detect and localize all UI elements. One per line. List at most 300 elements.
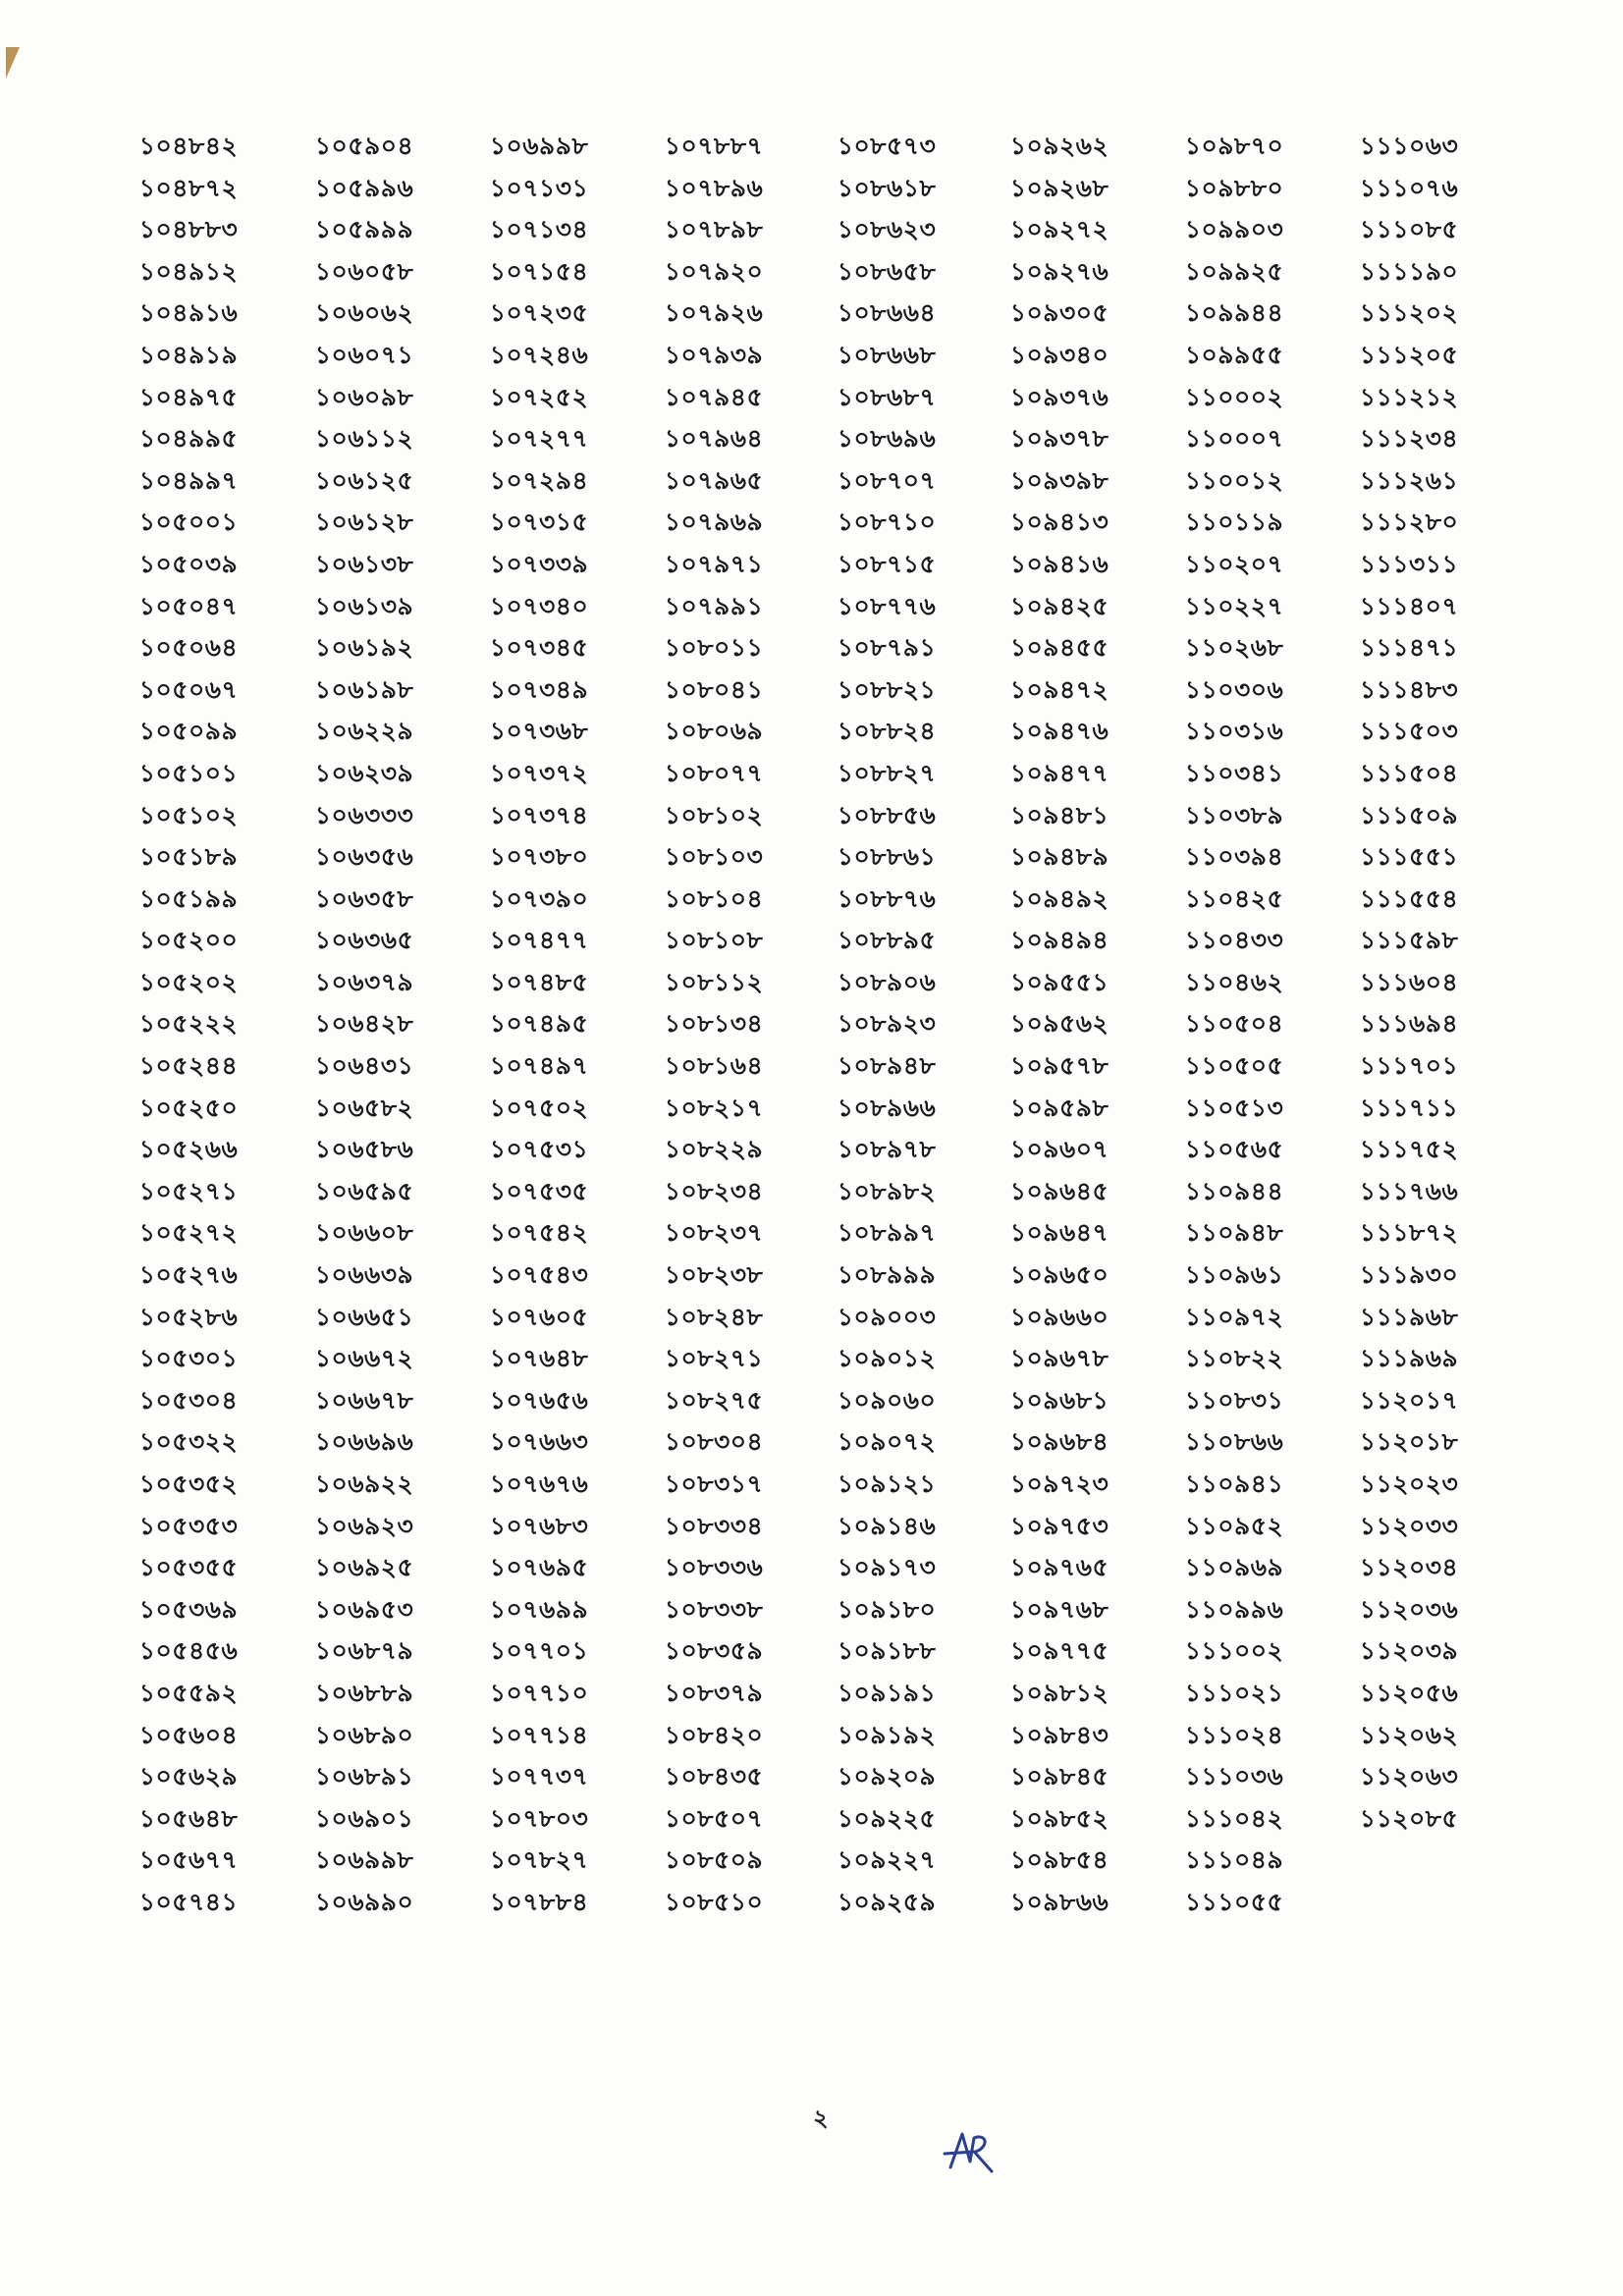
list-item: ১০৭২৩৫ [489,298,589,328]
list-item: ১০৬০৯৮ [314,382,414,411]
list-item: ১০৮১০৮ [664,926,764,955]
list-item: ১০৭৮০৩ [489,1803,589,1833]
list-item: ১০৬৮৯১ [314,1762,414,1791]
list-item: ১০৮৮২৪ [837,717,937,746]
list-item: ১০৯৪৯২ [1009,883,1109,913]
list-item: ১০৯০০৩ [837,1302,937,1331]
list-item: ১০৭৩৮০ [489,842,589,872]
list-item: ১০৫৬৭৭ [138,1845,239,1875]
list-item: ১০৬৫৯৫ [314,1176,414,1205]
list-item: ১০৭২৭৭ [489,424,589,454]
list-item: ১০৫২২২ [138,1009,239,1039]
list-item: ১১১২১২ [1359,382,1459,411]
list-item: ১০৮১৬৪ [664,1051,764,1081]
list-item: ১০৯২৭২ [1009,215,1109,244]
list-item: ১০৯৬০৭ [1009,1135,1109,1164]
list-item: ১০৯৮৬৬ [1009,1887,1109,1916]
list-item: ১০৫২৭১ [138,1176,239,1205]
list-item: ১০৫৩২২ [138,1427,239,1457]
list-item: ১০৯৮৮০ [1184,173,1284,202]
list-item: ১০৬৫৮৬ [314,1135,414,1164]
list-item: ১০৭৯৬৯ [664,507,764,537]
list-item: ১০৯২০৯ [837,1762,937,1791]
list-item: ১০৭৮৮৪ [489,1887,589,1916]
list-item: ১১১০৫৫ [1184,1887,1284,1916]
list-item: ১০৮২১৭ [664,1093,764,1122]
list-item: ১১১৫৯৮ [1359,926,1459,955]
list-item: ১০৫০৬৪ [138,633,239,663]
list-item: ১০৭১৩৪ [489,215,589,244]
list-item: ১০৯৯৪৪ [1184,298,1284,328]
list-item: ১০৯২২৫ [837,1803,937,1833]
list-item: ১০৭৬৫৬ [489,1385,589,1415]
list-item: ১০৫৯০৪ [314,132,414,160]
list-item: ১০৭৩৭৪ [489,800,589,829]
list-item: ১০৬৯৫৩ [314,1594,414,1624]
list-item: ১১০৫০৫ [1184,1051,1284,1081]
list-item: ১০৮৬৮৭ [837,382,937,411]
list-item: ১১১৭৫২ [1359,1135,1459,1164]
list-item: ১০৬৯৯৮ [314,1845,414,1875]
list-item: ১১১৯৬৮ [1359,1302,1459,1331]
number-column-8 [1316,126,1502,1840]
list-item: ১০৮০৭৭ [664,758,764,787]
list-item: ১০৭১৫৪ [489,256,589,286]
list-item: ১০৬৩৩৩ [314,800,414,829]
list-item: ১০৫২৫০ [138,1093,239,1122]
list-item: ১০৪৯৭৫ [138,382,239,411]
list-item: ১১০০০২ [1184,382,1284,411]
list-item: ১০৭৯৯১ [664,591,764,620]
list-item: ১১১০৬৩ [1359,132,1459,160]
list-item: ১০৯১৮০ [837,1594,937,1624]
list-item: ১০৭৬৯৯ [489,1594,589,1624]
list-item: ১০৫৩০৪ [138,1385,239,1415]
list-item: ১০৫৯৯৬ [314,173,414,202]
list-item: ১০৮৮২৭ [837,758,937,787]
list-item: ১০৭৬৬৩ [489,1427,589,1457]
list-item: ১০৮৯৮২ [837,1176,937,1205]
list-item: ১১০৪২৫ [1184,883,1284,913]
list-item: ১০৮৯৭৮ [837,1135,937,1164]
list-item: ১০৪৮৪২ [138,132,239,160]
list-item: ১০৮৬৬৮ [837,340,937,369]
list-item: ১১০২২৭ [1184,591,1284,620]
list-item: ১০৮১০৩ [664,842,764,872]
list-item: ১০৮৮৯৫ [837,926,937,955]
list-item: ১০৯৩৭৮ [1009,424,1109,454]
list-item: ১০৭২৫২ [489,382,589,411]
list-item: ১১২০১৭ [1359,1385,1459,1415]
list-item: ১০৫১০২ [138,800,239,829]
list-item: ১০৮২৭৫ [664,1385,764,1415]
list-item: ১০৯০৬০ [837,1385,937,1415]
list-item: ১০৬৪৩১ [314,1051,414,1081]
list-item: ১১০৯৪৪ [1184,1176,1284,1205]
list-item: ১১১৫০৪ [1359,758,1459,787]
list-item: ১০৮৫৭৩ [837,132,937,160]
list-item: ১০৬১২৫ [314,465,414,495]
list-item: ১০৮৫০৭ [664,1803,764,1833]
list-item: ১০৮৫১০ [664,1887,764,1916]
list-item: ১০৪৮৮৩ [138,215,239,244]
list-item: ১০৬৬৫১ [314,1302,414,1331]
list-item: ১০৮৮৫৬ [837,800,937,829]
list-item: ১১০৩৯৪ [1184,842,1284,872]
list-item: ১০৫২০০ [138,926,239,955]
list-item: ১০৮৩৩৪ [664,1511,764,1540]
list-item: ১১১০০২ [1184,1636,1284,1666]
list-item: ১০৬৩৫৮ [314,883,414,913]
list-item: ১০৭৪৯৫ [489,1009,589,1039]
list-item: ১০৯৫৬২ [1009,1009,1109,1039]
list-item: ১০৫২৭২ [138,1218,239,1248]
list-item: ১০৮৪২০ [664,1720,764,1749]
list-item: ১১১৪৮৩ [1359,674,1459,704]
list-item: ১০৮৮৬১ [837,842,937,872]
list-item: ১০৯১৪৬ [837,1511,937,1540]
list-item: ১১০৩৮৯ [1184,800,1284,829]
list-item: ১০৪৯৯৫ [138,424,239,454]
list-item: ১০৭৩১৫ [489,507,589,537]
list-item: ১০৮১৩৪ [664,1009,764,1039]
list-item: ১০৯৪২৫ [1009,591,1109,620]
list-item: ১০৯৯৫৫ [1184,340,1284,369]
list-item: ১০৯৪৫৫ [1009,633,1109,663]
list-item: ১১১২০৫ [1359,340,1459,369]
list-item: ১০৮৬৫৮ [837,256,937,286]
list-item: ১০৬৯০১ [314,1803,414,1833]
list-item: ১০৮৯৯৭ [837,1218,937,1248]
list-item: ১০৬৯২৩ [314,1511,414,1540]
list-item: ১০৬৬৭৮ [314,1385,414,1415]
list-item: ১০৭৫৩৫ [489,1176,589,1205]
list-item: ১০৬১৯২ [314,633,414,663]
list-item: ১১০৩৪১ [1184,758,1284,787]
list-item: ১০৭৬৯৫ [489,1553,589,1582]
list-item: ১০৮০৪১ [664,674,764,704]
list-item: ১০৭৭৩৭ [489,1762,589,1791]
list-item: ১১২০১৮ [1359,1427,1459,1457]
list-item: ১০৯৮৫৪ [1009,1845,1109,1875]
list-item: ১০৮০১১ [664,633,764,663]
list-item: ১০৫৬৪৮ [138,1803,239,1833]
list-item: ১০৫৭৪১ [138,1887,239,1916]
list-item: ১০৮৭০৭ [837,465,937,495]
list-item: ১০৯৫৫১ [1009,967,1109,996]
list-item: ১০৭৯৬৫ [664,465,764,495]
list-item: ১০৮৩১৭ [664,1469,764,1498]
list-item: ১১১৩১১ [1359,549,1459,578]
list-item: ১০৯৬৫০ [1009,1260,1109,1290]
list-item: ১০৬৯৯০ [314,1887,414,1916]
list-item: ১১১৬০৪ [1359,967,1459,996]
list-item: ১১১৫০৩ [1359,717,1459,746]
list-item: ১০৯১৯১ [837,1678,937,1707]
list-item: ১০৫৩৫৫ [138,1553,239,1582]
list-item: ১১০৮২২ [1184,1344,1284,1373]
list-item: ১০৫৩০১ [138,1344,239,1373]
list-item: ১০৯০৭২ [837,1427,937,1457]
list-item: ১০৭৫৪২ [489,1218,589,1248]
list-item: ১১২০৩৯ [1359,1636,1459,1666]
list-item: ১০৫৬২৯ [138,1762,239,1791]
list-item: ১০৬১৩৯ [314,591,414,620]
list-item: ১০৮৯৯৯ [837,1260,937,1290]
list-item: ১০৬৩৬৫ [314,926,414,955]
list-item: ১০৬৩৫৬ [314,842,414,872]
list-item: ১০৪৯১৬ [138,298,239,328]
list-item: ১০৭৮৯৬ [664,173,764,202]
list-item: ১০৮২২৯ [664,1135,764,1164]
list-item: ১১১৫৫৪ [1359,883,1459,913]
list-item: ১০৫৫৯২ [138,1678,239,1707]
list-item: ১০৮৭১৫ [837,549,937,578]
list-item: ১০৭৭০১ [489,1636,589,1666]
list-item: ১১১০২১ [1184,1678,1284,1707]
list-item: ১০৮৩৩৮ [664,1594,764,1624]
list-item: ১১০৯৭২ [1184,1302,1284,1331]
number-column-7 [1141,126,1327,1924]
list-item: ১১০৯৪৮ [1184,1218,1284,1248]
number-column-4 [621,126,807,1924]
list-item: ১০৯৮১২ [1009,1678,1109,1707]
list-item: ১০৫০৯৯ [138,717,239,746]
list-item: ১১১২০২ [1359,298,1459,328]
list-item: ১০৬৬৭২ [314,1344,414,1373]
list-item: ১০৯৮৭০ [1184,132,1284,160]
list-item: ১০৬১১২ [314,424,414,454]
list-item: ১০৭৪৮৫ [489,967,589,996]
list-item: ১১২০৩৩ [1359,1511,1459,1540]
list-item: ১১২০৩৪ [1359,1553,1459,1582]
list-item: ১০৯৫৯৮ [1009,1093,1109,1122]
list-item: ১০৯১২১ [837,1469,937,1498]
list-item: ১০৫৩৬৯ [138,1594,239,1624]
list-item: ১০৭৯৩৯ [664,340,764,369]
list-item: ১০৫১০১ [138,758,239,787]
list-item: ১০৯৭৫৩ [1009,1511,1109,1540]
list-item: ১১০১১৯ [1184,507,1284,537]
list-item: ১১০০১২ [1184,465,1284,495]
list-item: ১১১৫০৯ [1359,800,1459,829]
list-item: ১০৯৩০৫ [1009,298,1109,328]
list-item: ১০৯৩৭৬ [1009,382,1109,411]
list-item: ১০৬৩৭৯ [314,967,414,996]
list-item: ১০৮৩৭৯ [664,1678,764,1707]
list-item: ১১১১৯০ [1359,256,1459,286]
list-item: ১০৯২২৭ [837,1845,937,1875]
list-item: ১০৯৪৭৬ [1009,717,1109,746]
list-item: ১০৪৯১৯ [138,340,239,369]
list-item: ১১১৮৭২ [1359,1218,1459,1248]
list-item: ১০৯৭৬৫ [1009,1553,1109,1582]
list-item: ১০৫৯৯৯ [314,215,414,244]
list-item: ১০৮৯০৬ [837,967,937,996]
list-item: ১০৯৭৭৫ [1009,1636,1109,1666]
list-item: ১০৯৪১৬ [1009,549,1109,578]
list-item: ১০৫০৪৭ [138,591,239,620]
list-item: ১০৫২৮৬ [138,1302,239,1331]
list-item: ১১২০৮৫ [1359,1803,1459,1833]
list-item: ১০৭৩৬৮ [489,717,589,746]
list-item: ১০৫৬০৪ [138,1720,239,1749]
list-item: ১০৯২৬৮ [1009,173,1109,202]
list-item: ১০৫০৬৭ [138,674,239,704]
list-item: ১০৭৪৭৭ [489,926,589,955]
list-item: ১০৮৮২১ [837,674,937,704]
list-item: ১০৭৮৯৮ [664,215,764,244]
list-item: ১০৬৬০৮ [314,1218,414,1248]
list-item: ১০৫২৪৪ [138,1051,239,1081]
list-item: ১০৭৯২৬ [664,298,764,328]
list-item: ১০৮৯৪৮ [837,1051,937,1081]
list-item: ১০৮২৩৭ [664,1218,764,1248]
list-item: ১০৯৭২৩ [1009,1469,1109,1498]
list-item: ১০৫২০২ [138,967,239,996]
list-item: ১০৯৬৮১ [1009,1385,1109,1415]
list-item: ১০৪৮৭২ [138,173,239,202]
list-item: ১০৯৩৪০ [1009,340,1109,369]
list-item: ১১০৫১৩ [1184,1093,1284,1122]
list-item: ১০৫০৩৯ [138,549,239,578]
list-item: ১১০৫৬৫ [1184,1135,1284,1164]
list-item: ১০৯৬৪৭ [1009,1218,1109,1248]
list-item: ১০৯৪৮৯ [1009,842,1109,872]
list-item: ১০৫৪৫৬ [138,1636,239,1666]
list-item: ১০৯৪৮১ [1009,800,1109,829]
list-item: ১০৭৮৮৭ [664,132,764,160]
list-item: ১১১৭৬৬ [1359,1176,1459,1205]
list-item: ১১১৯৬৯ [1359,1344,1459,1373]
list-item: ১০৫০০১ [138,507,239,537]
list-item: ১০৭৯৭১ [664,549,764,578]
list-item: ১০৯১৭৩ [837,1553,937,1582]
list-item: ১১০৯৬১ [1184,1260,1284,1290]
list-item: ১০৭৩৪০ [489,591,589,620]
list-item: ১০৮৯২৩ [837,1009,937,1039]
list-item: ১১১৬৯৪ [1359,1009,1459,1039]
list-item: ১১১৭১১ [1359,1093,1459,1122]
list-item: ১০৮৬৬৪ [837,298,937,328]
list-item: ১১০৯৯৬ [1184,1594,1284,1624]
number-column-1 [95,126,282,1924]
list-item: ১০৬২৩৯ [314,758,414,787]
list-item: ১০৭৭১০ [489,1678,589,1707]
list-item: ১০৭৩৭২ [489,758,589,787]
list-item: ১০৫১৮৯ [138,842,239,872]
list-item: ১০৯৪১৩ [1009,507,1109,537]
list-item: ১০৫২৭৬ [138,1260,239,1290]
list-item: ১০৬০৭১ [314,340,414,369]
list-item: ১০৬৮৮৯ [314,1678,414,1707]
list-item: ১১০৫০৪ [1184,1009,1284,1039]
list-item: ১১১০৭৬ [1359,173,1459,202]
list-item: ১০৯৪৯৪ [1009,926,1109,955]
list-item: ১১১০৩৬ [1184,1762,1284,1791]
list-item: ১০৬৬৩৯ [314,1260,414,1290]
number-column-6 [966,126,1153,1924]
list-item: ১০৮৭১০ [837,507,937,537]
list-item: ১০৮৭৯১ [837,633,937,663]
list-item: ১১২০৩৬ [1359,1594,1459,1624]
list-item: ১০৬০৫৮ [314,256,414,286]
list-item: ১১১২৬১ [1359,465,1459,495]
list-item: ১০৭৫৪৩ [489,1260,589,1290]
list-item: ১০৭৬৮৩ [489,1511,589,1540]
list-item: ১০৭৩৪৯ [489,674,589,704]
list-item: ১১০৪৩৩ [1184,926,1284,955]
list-item: ১০৯৭৬৮ [1009,1594,1109,1624]
list-item: ১০৭৯২০ [664,256,764,286]
list-item: ১০৬১৩৮ [314,549,414,578]
list-item: ১০৯১৯২ [837,1720,937,1749]
list-item: ১০৭৬৭৬ [489,1469,589,1498]
list-item: ১০৯৬৪৫ [1009,1176,1109,1205]
list-item: ১০৭৬০৫ [489,1302,589,1331]
list-item: ১০৮২৩৮ [664,1260,764,1290]
page-number: ২ [813,2105,829,2132]
list-item: ১১০৯৪১ [1184,1469,1284,1498]
list-item: ১০৭৪৯৭ [489,1051,589,1081]
list-item: ১১০২০৭ [1184,549,1284,578]
list-item: ১০৯৫৭৮ [1009,1051,1109,1081]
number-column-5 [793,126,980,1924]
list-item: ১০৬২২৯ [314,717,414,746]
list-item: ১১২০৬২ [1359,1720,1459,1749]
list-item: ১১২০৬৩ [1359,1762,1459,1791]
list-item: ১০৯৮৪৫ [1009,1762,1109,1791]
list-item: ১০৭২৪৬ [489,340,589,369]
list-item: ১০৮৪৩৫ [664,1762,764,1791]
list-item: ১০৮১১২ [664,967,764,996]
list-item: ১১২০২৩ [1359,1469,1459,1498]
list-item: ১০৯৩৯৮ [1009,465,1109,495]
list-item: ১০৬৮৭৯ [314,1636,414,1666]
list-item: ১০৫১৯৯ [138,883,239,913]
list-item: ১০৯৯২৫ [1184,256,1284,286]
list-item: ১০৯২৭৬ [1009,256,1109,286]
list-item: ১০৯৬৮৪ [1009,1427,1109,1457]
list-item: ১১১৪৭১ [1359,633,1459,663]
list-item: ১১১৫৫১ [1359,842,1459,872]
list-item: ১১১২৮০ [1359,507,1459,537]
list-item: ১০৯৮৪৩ [1009,1720,1109,1749]
list-item: ১০৮৬১৮ [837,173,937,202]
list-item: ১০৫৩৫২ [138,1469,239,1498]
list-item: ১০৭২৯৪ [489,465,589,495]
list-item: ১০৭৭১৪ [489,1720,589,1749]
list-item: ১০৫৩৫৩ [138,1511,239,1540]
number-column-2 [271,126,458,1924]
list-item: ১১১৭০১ [1359,1051,1459,1081]
list-item: ১০৫২৬৬ [138,1135,239,1164]
list-item: ১০৭৫০২ [489,1093,589,1122]
list-item: ১০৯১৮৮ [837,1636,937,1666]
list-item: ১০৪৯১২ [138,256,239,286]
list-item: ১০৮৩৫৯ [664,1636,764,1666]
list-item: ১১০৮৬৬ [1184,1427,1284,1457]
list-item: ১০৬০৬২ [314,298,414,328]
list-item: ১১০৪৬২ [1184,967,1284,996]
list-item: ১০৬৯৯৮ [489,132,589,160]
list-item: ১০৮৬৯৬ [837,424,937,454]
list-item: ১১১০৮৫ [1359,215,1459,244]
list-item: ১০৯৬৬০ [1009,1302,1109,1331]
list-item: ১০৭৯৪৫ [664,382,764,411]
list-item: ১০৭৩৩৯ [489,549,589,578]
list-item: ১১১৯৩০ [1359,1260,1459,1290]
